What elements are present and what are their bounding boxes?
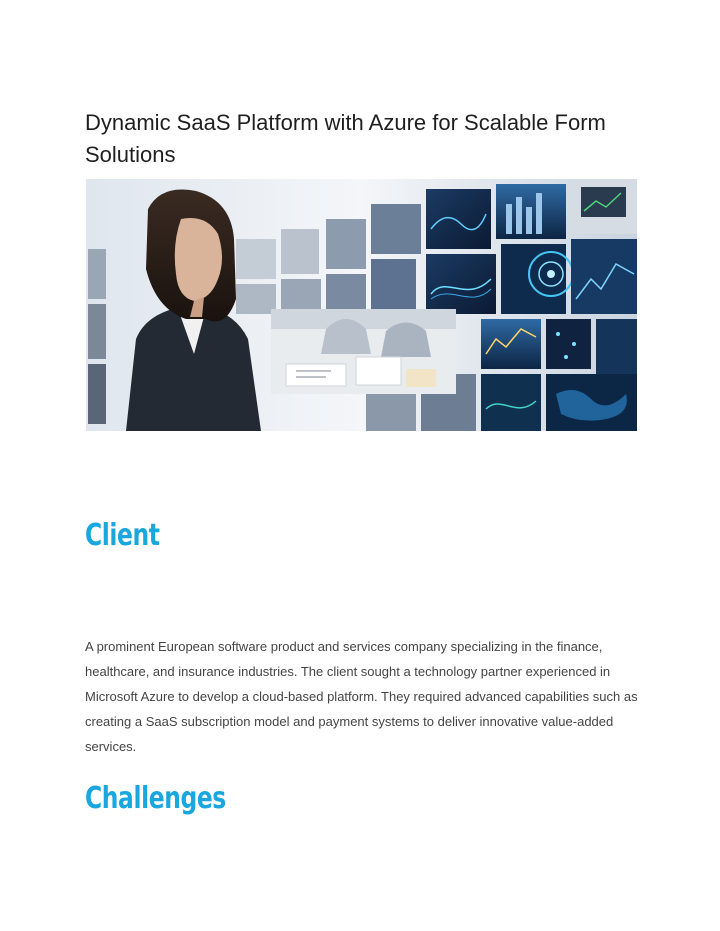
section-heading-client: Client	[85, 518, 160, 553]
client-paragraph: A prominent European software product and services company specializing in the finance, healthcare, and insurance industries. The client sought a technology partner experienced in Microsoft Azure to develop a cloud-based platform. They required advanced capabilities such as creating a SaaS subscription model and payment systems to deliver innovative value-added services.	[85, 639, 638, 754]
section-heading-challenges: Challenges	[85, 781, 226, 816]
page-title: Dynamic SaaS Platform with Azure for Scalable Form Solutions	[85, 110, 606, 167]
business-woman-digital-screens-image	[86, 179, 637, 431]
hero-image	[86, 179, 637, 431]
